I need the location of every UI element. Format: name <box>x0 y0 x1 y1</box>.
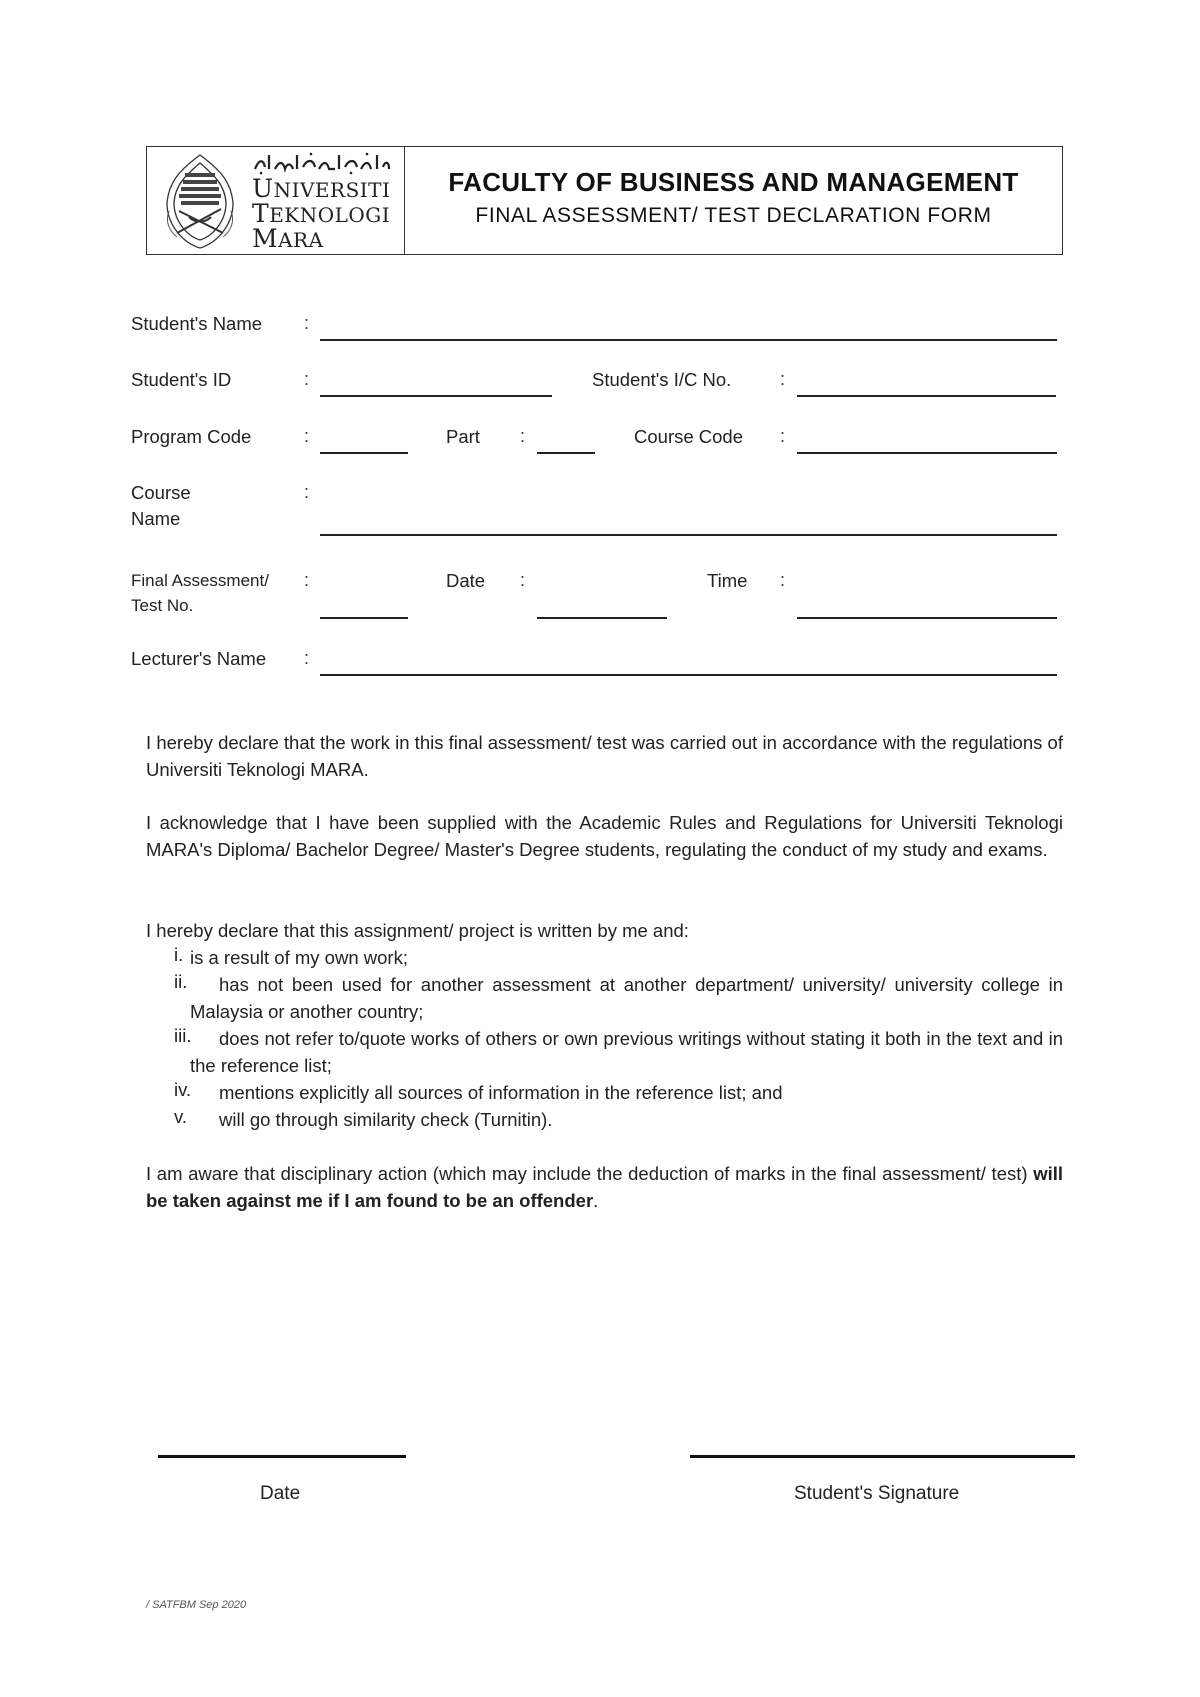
list-item: has not been used for another assessment at another department/ university/ university college in Malaysia or another country; <box>190 974 1063 1022</box>
list-item-number: iii. <box>174 1025 192 1046</box>
form-code: / SATFBM Sep 2020 <box>146 1599 247 1611</box>
declaration-paragraph-2: I acknowledge that I have been supplied with the Academic Rules and Regulations for Universiti Teknologi MARA's Diploma/ Bachelor Degree/ Master's Degree students, regulating the conduct of my study and exams. <box>146 812 1063 860</box>
colon: : <box>520 426 526 446</box>
university-name-line-1: UNIVERSITI <box>252 174 391 203</box>
list-item: is a result of my own work; <box>190 947 408 968</box>
list-item: does not refer to/quote works of others or own previous writings without stating it both in the text and in the reference list; <box>190 1028 1063 1076</box>
university-name-line-2: TEKNOLOGI <box>252 199 391 228</box>
lecturer-name-label: Lecturer's Name <box>131 648 267 669</box>
list-item: will go through similarity check (Turnitin). <box>219 1109 553 1130</box>
title-cell <box>405 147 1062 254</box>
declaration-paragraph-4-end: . <box>593 1190 599 1211</box>
university-logo <box>147 147 405 254</box>
colon: : <box>304 426 310 446</box>
list-item-number: i. <box>174 944 184 965</box>
student-id-field[interactable] <box>320 395 552 397</box>
declaration-paragraph-3-intro: I hereby declare that this assignment/ project is written by me and: <box>146 920 689 941</box>
colon: : <box>304 313 310 333</box>
declaration-paragraph-1: I hereby declare that the work in this final assessment/ test was carried out in accordance with the regulations of Universiti Teknologi MARA. <box>146 732 1063 780</box>
uitm-crest-icon <box>159 151 241 251</box>
student-signature-label: Student's Signature <box>794 1483 960 1504</box>
date-label: Date <box>446 570 486 591</box>
lecturer-name-field[interactable] <box>320 674 1057 676</box>
test-date-field[interactable] <box>537 617 667 619</box>
university-name-line-3: MARA <box>252 224 324 253</box>
form-title: FINAL ASSESSMENT/ TEST DECLARATION FORM <box>475 204 992 227</box>
part-field[interactable] <box>537 452 595 454</box>
program-code-label: Program Code <box>131 426 252 447</box>
student-ic-label: Student's I/C No. <box>592 369 732 390</box>
colon: : <box>304 648 310 668</box>
course-name-label-line-1: Course <box>131 482 191 503</box>
colon: : <box>780 369 786 389</box>
student-id-label: Student's ID <box>131 369 232 390</box>
course-name-label-line-2: Name <box>131 508 181 529</box>
student-name-field[interactable] <box>320 339 1057 341</box>
form-header <box>146 146 1063 255</box>
colon: : <box>304 369 310 389</box>
colon: : <box>304 482 310 502</box>
list-item: mentions explicitly all sources of information in the reference list; and <box>219 1082 783 1103</box>
signature-date-label: Date <box>260 1483 301 1504</box>
list-item-number: ii. <box>174 971 188 992</box>
colon: : <box>520 570 526 590</box>
declaration-paragraph-4 <box>146 1160 1063 1214</box>
declaration-paragraph-4-text: I am aware that disciplinary action (which may include the deduction of marks in the final assessment/ test) <box>146 1163 1028 1184</box>
program-code-field[interactable] <box>320 452 408 454</box>
part-label: Part <box>446 426 480 447</box>
colon: : <box>780 570 786 590</box>
list-item-number: v. <box>174 1106 188 1127</box>
faculty-title: FACULTY OF BUSINESS AND MANAGEMENT <box>448 167 1019 197</box>
course-name-field[interactable] <box>320 534 1057 536</box>
colon: : <box>304 570 310 590</box>
course-code-label: Course Code <box>634 426 744 447</box>
list-item-number: iv. <box>174 1079 192 1100</box>
signature-date-field[interactable] <box>158 1455 406 1458</box>
test-number-field[interactable] <box>320 617 408 619</box>
student-signature-field[interactable] <box>690 1455 1075 1458</box>
final-assessment-label-line-1: Final Assessment/ <box>131 571 269 590</box>
student-name-label: Student's Name <box>131 313 263 334</box>
jawi-script-icon <box>251 151 391 175</box>
declaration-paragraph-4-bold: will be taken against me if I am found to be an offender <box>146 1163 1063 1211</box>
test-time-field[interactable] <box>797 617 1057 619</box>
course-code-field[interactable] <box>797 452 1057 454</box>
student-ic-field[interactable] <box>797 395 1056 397</box>
time-label: Time <box>707 570 748 591</box>
final-assessment-label-line-2: Test No. <box>131 596 194 615</box>
colon: : <box>780 426 786 446</box>
